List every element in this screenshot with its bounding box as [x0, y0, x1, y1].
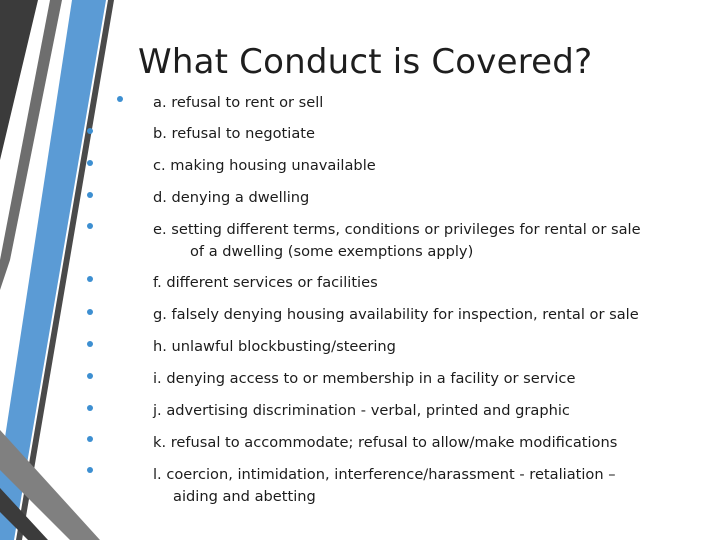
bullet-dot	[87, 436, 93, 442]
bullet-dot	[87, 276, 93, 282]
bullet-dot	[87, 341, 93, 347]
list-item-g: g. falsely denying housing availability for inspection, rental or sale	[153, 306, 639, 323]
bullet-dot	[87, 309, 93, 315]
list-item-f: f. different services or facilities	[153, 274, 378, 291]
list-item-i: i. denying access to or membership in a facility or service	[153, 370, 576, 387]
list-item-k: k. refusal to accommodate; refusal to allow/make modifications	[153, 434, 618, 451]
list-item-d: d. denying a dwelling	[153, 189, 310, 206]
list-item-h: h. unlawful blockbusting/steering	[153, 338, 396, 355]
list-item-l: l. coercion, intimidation, interference/harassment - retaliation – aiding and abetting	[153, 466, 616, 505]
bullet-dot	[87, 128, 93, 134]
list-item-j: j. advertising discrimination - verbal, printed and graphic	[153, 402, 570, 419]
bullet-dot	[87, 467, 93, 473]
list-item-a: a. refusal to rent or sell	[153, 94, 324, 111]
bullet-dot	[87, 405, 93, 411]
bullet-dot	[87, 192, 93, 198]
list-item-e: e. setting different terms, conditions or privileges for rental or sale of a dwelling (some exemptions apply)	[153, 221, 641, 260]
list-item-c: c. making housing unavailable	[153, 157, 376, 174]
bullet-dot	[117, 96, 123, 102]
bullet-dot	[87, 223, 93, 229]
page-title: What Conduct is Covered?	[138, 42, 593, 82]
bullet-dot	[87, 160, 93, 166]
list-item-b: b. refusal to negotiate	[153, 125, 315, 142]
bullet-dot	[87, 373, 93, 379]
